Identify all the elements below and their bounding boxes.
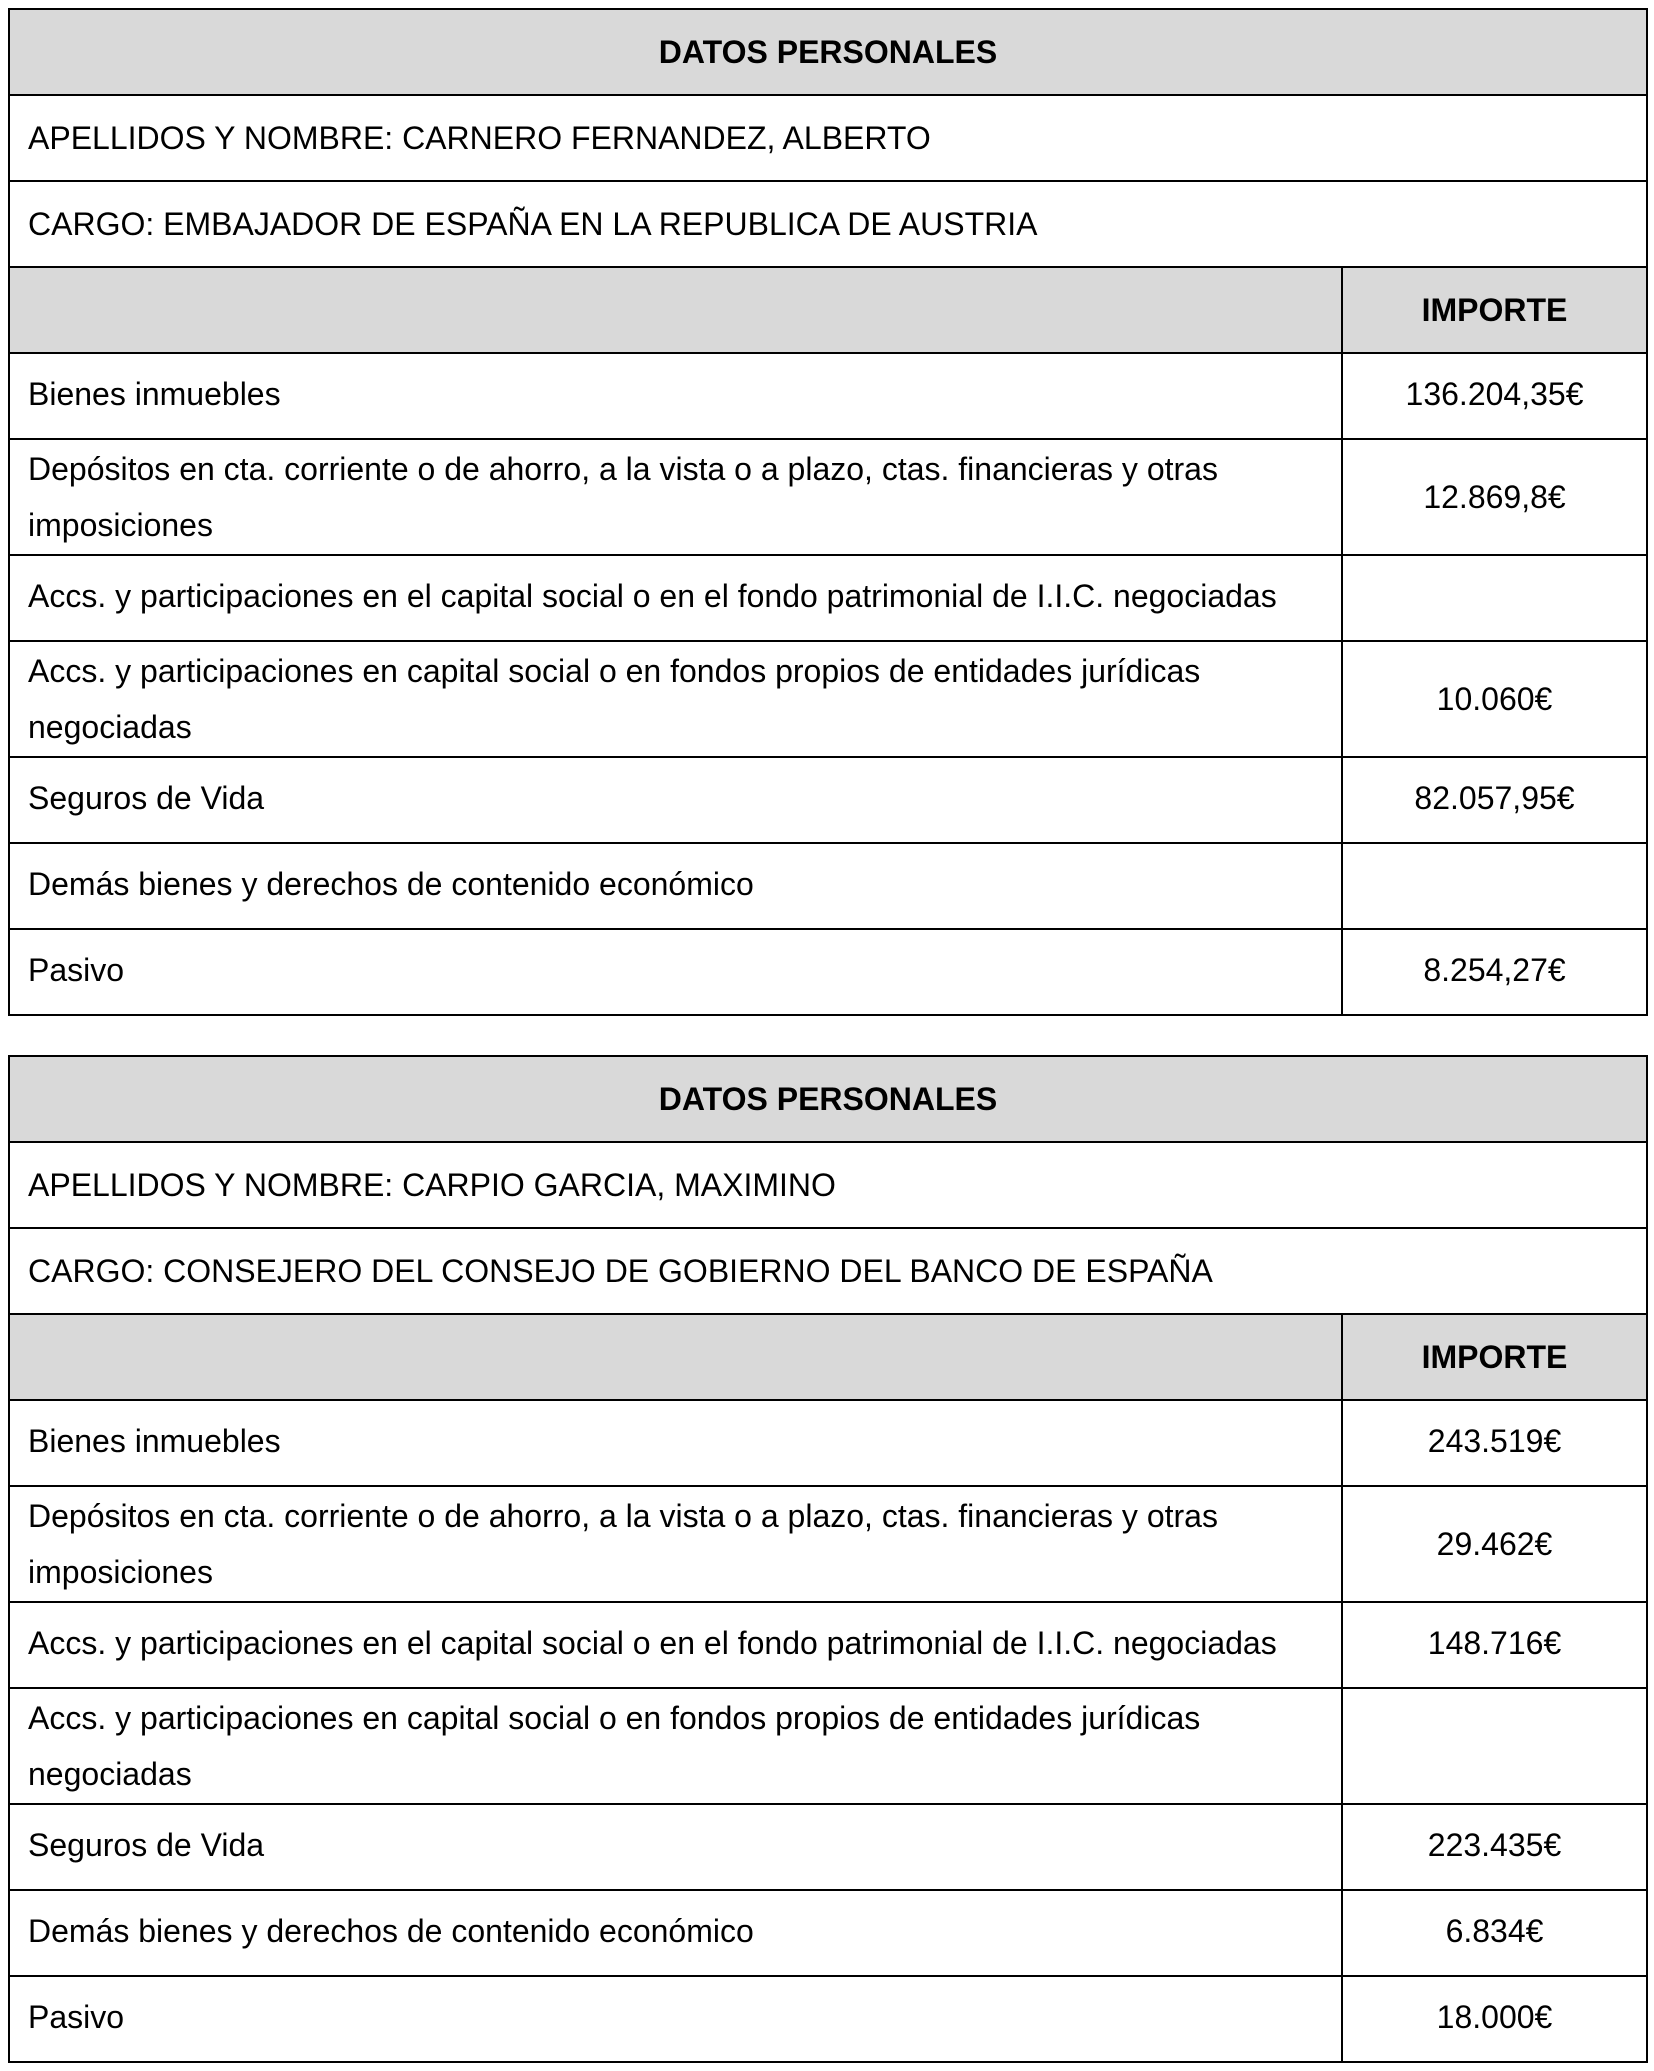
amount-column-header: IMPORTE <box>1342 267 1647 353</box>
row-amount: 10.060€ <box>1342 641 1647 757</box>
concept-column-header <box>9 1314 1342 1400</box>
table-row <box>9 929 1647 1015</box>
table-row <box>9 353 1647 439</box>
concept-column-header <box>9 267 1342 353</box>
row-amount: 29.462€ <box>1342 1486 1647 1602</box>
row-label: Demás bienes y derechos de contenido económico <box>9 1890 1342 1976</box>
row-amount <box>1342 555 1647 641</box>
table-row <box>9 1400 1647 1486</box>
row-amount: 18.000€ <box>1342 1976 1647 2062</box>
row-amount: 223.435€ <box>1342 1804 1647 1890</box>
person-position: CARGO: CONSEJERO DEL CONSEJO DE GOBIERNO DEL BANCO DE ESPAÑA <box>9 1228 1647 1314</box>
row-amount: 243.519€ <box>1342 1400 1647 1486</box>
position-row <box>9 181 1647 267</box>
row-label: Accs. y participaciones en capital social o en fondos propios de entidades jurídicas negociadas <box>9 641 1342 757</box>
row-label: Depósitos en cta. corriente o de ahorro, a la vista o a plazo, ctas. financieras y otras imposiciones <box>9 1486 1342 1602</box>
row-amount: 136.204,35€ <box>1342 353 1647 439</box>
table-row <box>9 1976 1647 2062</box>
table-row <box>9 1804 1647 1890</box>
asset-declaration-table <box>8 8 1648 1016</box>
row-amount: 148.716€ <box>1342 1602 1647 1688</box>
row-amount <box>1342 1688 1647 1804</box>
position-row <box>9 1228 1647 1314</box>
row-label: Accs. y participaciones en el capital social o en el fondo patrimonial de I.I.C. negociadas <box>9 555 1342 641</box>
person-name: APELLIDOS Y NOMBRE: CARPIO GARCIA, MAXIMINO <box>9 1142 1647 1228</box>
name-row <box>9 1142 1647 1228</box>
asset-declaration-table <box>8 1055 1648 2063</box>
table-row <box>9 1602 1647 1688</box>
row-label: Seguros de Vida <box>9 757 1342 843</box>
row-label: Pasivo <box>9 1976 1342 2062</box>
person-position: CARGO: EMBAJADOR DE ESPAÑA EN LA REPUBLICA DE AUSTRIA <box>9 181 1647 267</box>
table-row <box>9 843 1647 929</box>
table-row <box>9 757 1647 843</box>
column-header-row <box>9 267 1647 353</box>
row-label: Bienes inmuebles <box>9 1400 1342 1486</box>
table-header-row <box>9 1056 1647 1142</box>
row-amount <box>1342 843 1647 929</box>
table-header-row <box>9 9 1647 95</box>
row-label: Accs. y participaciones en capital social o en fondos propios de entidades jurídicas negociadas <box>9 1688 1342 1804</box>
section-title: DATOS PERSONALES <box>9 1056 1647 1142</box>
person-name: APELLIDOS Y NOMBRE: CARNERO FERNANDEZ, ALBERTO <box>9 95 1647 181</box>
name-row <box>9 95 1647 181</box>
row-label: Demás bienes y derechos de contenido económico <box>9 843 1342 929</box>
column-header-row <box>9 1314 1647 1400</box>
table-row <box>9 1688 1647 1804</box>
row-label: Bienes inmuebles <box>9 353 1342 439</box>
table-row <box>9 1486 1647 1602</box>
table-row <box>9 555 1647 641</box>
section-title: DATOS PERSONALES <box>9 9 1647 95</box>
row-label: Accs. y participaciones en el capital social o en el fondo patrimonial de I.I.C. negociadas <box>9 1602 1342 1688</box>
table-row <box>9 641 1647 757</box>
row-label: Seguros de Vida <box>9 1804 1342 1890</box>
table-row <box>9 439 1647 555</box>
table-row <box>9 1890 1647 1976</box>
row-amount: 82.057,95€ <box>1342 757 1647 843</box>
row-label: Depósitos en cta. corriente o de ahorro, a la vista o a plazo, ctas. financieras y otras imposiciones <box>9 439 1342 555</box>
row-amount: 12.869,8€ <box>1342 439 1647 555</box>
amount-column-header: IMPORTE <box>1342 1314 1647 1400</box>
row-amount: 8.254,27€ <box>1342 929 1647 1015</box>
row-amount: 6.834€ <box>1342 1890 1647 1976</box>
row-label: Pasivo <box>9 929 1342 1015</box>
